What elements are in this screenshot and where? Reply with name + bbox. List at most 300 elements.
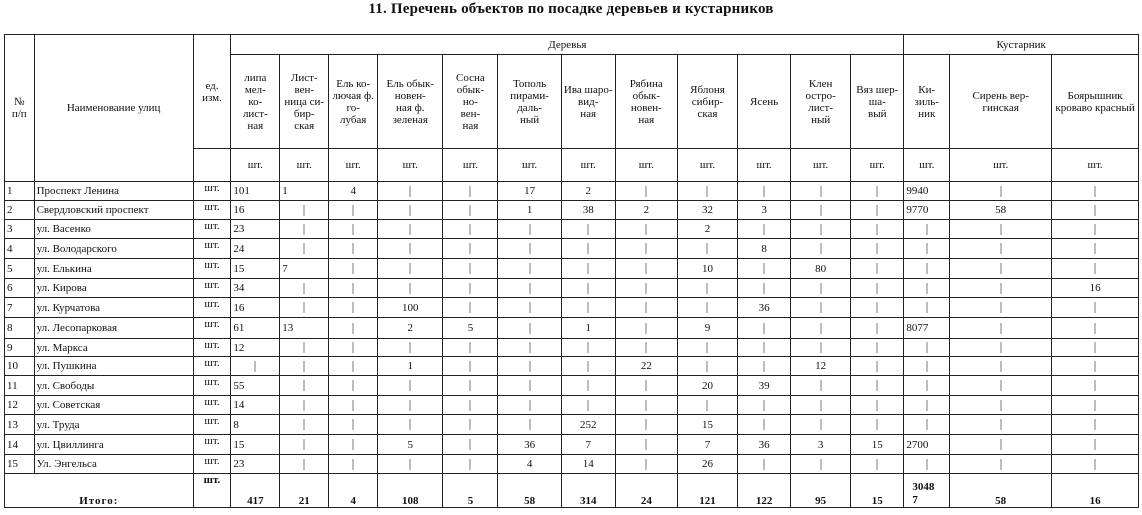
value-cell	[950, 376, 1052, 396]
unit-header-cell: шт.	[378, 149, 443, 182]
value-cell	[677, 415, 737, 435]
empty-cell-mark	[409, 186, 411, 197]
value-cell	[677, 435, 737, 455]
unit-header-cell: шт.	[1052, 149, 1139, 182]
value-cell	[561, 376, 615, 396]
total-value	[791, 474, 851, 508]
cell-value: 15	[233, 262, 245, 275]
empty-cell-mark	[254, 361, 256, 372]
empty-cell-mark	[469, 361, 471, 372]
cell-value: 15	[701, 418, 713, 431]
species-header	[851, 55, 904, 149]
value-cell	[1052, 318, 1139, 339]
value-cell	[738, 339, 791, 357]
unit-header-cell: шт.	[498, 149, 561, 182]
cell-value: 58	[995, 204, 1007, 216]
empty-cell-mark	[352, 361, 354, 372]
value-cell	[378, 376, 443, 396]
empty-cell-mark	[926, 419, 928, 430]
species-name: Тополь пирами- даль- ный	[510, 77, 549, 126]
empty-cell-mark	[587, 400, 589, 411]
value-cell	[1052, 415, 1139, 435]
empty-cell-mark	[529, 243, 531, 254]
empty-cell-mark	[529, 224, 531, 235]
empty-cell-mark	[409, 380, 411, 391]
cell-value: 2700	[906, 438, 929, 451]
value-cell	[904, 339, 950, 357]
value-cell	[561, 318, 615, 339]
cell-value: 16	[233, 204, 245, 216]
value-cell	[280, 201, 329, 220]
empty-cell-mark	[1094, 459, 1096, 470]
value-cell	[231, 435, 280, 455]
cell-value: 9	[704, 322, 711, 334]
empty-cell-mark	[820, 243, 822, 254]
cell-value: 17	[524, 185, 536, 197]
species-header	[1052, 55, 1139, 149]
cell-value: 9940	[906, 185, 929, 197]
species-name: Лист- вен- ница си- бир- ская	[284, 71, 325, 132]
value-cell	[738, 376, 791, 396]
value-cell	[498, 201, 561, 220]
cell-value: 3	[761, 204, 767, 216]
empty-cell-mark	[645, 439, 647, 450]
row-unit: шт.	[193, 298, 231, 318]
empty-cell-mark	[303, 302, 305, 313]
value-cell	[231, 376, 280, 396]
empty-cell-mark	[529, 419, 531, 430]
empty-cell-mark	[587, 342, 589, 353]
row-number: 8	[5, 318, 35, 339]
cell-value: 61	[233, 322, 245, 334]
empty-cell-mark	[587, 283, 589, 294]
planting-table	[4, 34, 1139, 508]
value-cell	[851, 318, 904, 339]
value-cell	[791, 435, 851, 455]
value-cell	[231, 318, 280, 339]
value-cell	[443, 339, 498, 357]
empty-cell-mark	[1094, 361, 1096, 372]
empty-cell-mark	[706, 302, 708, 313]
empty-cell-mark	[352, 263, 354, 274]
value-cell	[231, 182, 280, 201]
row-unit: шт.	[193, 318, 231, 339]
empty-cell-mark	[409, 263, 411, 274]
empty-cell-mark	[1094, 380, 1096, 391]
value-cell	[329, 182, 378, 201]
value-cell	[498, 396, 561, 415]
value-cell	[615, 415, 677, 435]
species-header	[738, 55, 791, 149]
value-cell	[280, 318, 329, 339]
value-cell	[904, 435, 950, 455]
value-cell	[1052, 455, 1139, 474]
street-name: ул. Свободы	[34, 376, 193, 396]
cell-value: 7	[704, 438, 711, 451]
value-cell	[329, 357, 378, 376]
value-cell	[1052, 435, 1139, 455]
value-cell	[443, 220, 498, 239]
value-cell	[329, 415, 378, 435]
street-name: Проспект Ленина	[34, 182, 193, 201]
empty-cell-mark	[303, 400, 305, 411]
value-cell	[615, 455, 677, 474]
value-cell	[280, 376, 329, 396]
cell-value: 2	[585, 185, 591, 197]
value-cell	[443, 455, 498, 474]
value-cell	[280, 239, 329, 259]
value-cell	[615, 318, 677, 339]
row-unit: шт.	[193, 259, 231, 279]
unit-header-empty	[193, 149, 231, 182]
row-unit: шт.	[193, 396, 231, 415]
value-cell	[231, 201, 280, 220]
value-cell	[677, 357, 737, 376]
species-header	[791, 55, 851, 149]
empty-cell-mark	[1000, 186, 1002, 197]
total-value	[280, 474, 329, 508]
value-cell	[950, 415, 1052, 435]
street-name: Свердловский проспект	[34, 201, 193, 220]
total-value-text: 108	[402, 495, 419, 507]
cell-value: 8	[233, 418, 239, 431]
value-cell	[615, 298, 677, 318]
empty-cell-mark	[926, 400, 928, 411]
header-num	[5, 35, 35, 182]
empty-cell-mark	[469, 263, 471, 274]
empty-cell-mark	[1094, 400, 1096, 411]
total-value-text: 15	[871, 495, 883, 507]
value-cell	[677, 318, 737, 339]
empty-cell-mark	[469, 342, 471, 353]
value-cell	[677, 259, 737, 279]
value-cell	[443, 376, 498, 396]
table-row	[5, 259, 1139, 279]
value-cell	[329, 279, 378, 298]
street-name: ул. Советская	[34, 396, 193, 415]
street-name: ул. Курчатова	[34, 298, 193, 318]
value-cell	[1052, 396, 1139, 415]
value-cell	[950, 339, 1052, 357]
species-name: Яблоня сибир- ская	[690, 83, 725, 120]
cell-value: 14	[582, 458, 594, 470]
cell-value: 32	[701, 204, 713, 216]
row-number: 15	[5, 455, 35, 474]
species-header	[329, 55, 378, 149]
total-label: Итого:	[5, 474, 194, 508]
empty-cell-mark	[469, 439, 471, 450]
cell-value: 1	[526, 204, 533, 216]
empty-cell-mark	[1000, 361, 1002, 372]
value-cell	[950, 318, 1052, 339]
empty-cell-mark	[706, 361, 708, 372]
species-header	[561, 55, 615, 149]
empty-cell-mark	[876, 263, 878, 274]
cell-value: 1	[282, 185, 288, 197]
species-name: Ель ко- лючая ф. го- лубая	[332, 77, 374, 126]
empty-cell-mark	[645, 323, 647, 334]
cell-value: 2	[407, 322, 414, 334]
value-cell	[443, 357, 498, 376]
row-unit: шт.	[193, 415, 231, 435]
unit-header-cell: шт.	[791, 149, 851, 182]
empty-cell-mark	[820, 342, 822, 353]
street-name: Ул. Энгельса	[34, 455, 193, 474]
total-value	[677, 474, 737, 508]
species-name: Боярышник кроваво красный	[1055, 89, 1135, 114]
value-cell	[904, 298, 950, 318]
empty-cell-mark	[352, 302, 354, 313]
empty-cell-mark	[352, 243, 354, 254]
empty-cell-mark	[529, 380, 531, 391]
row-unit: шт.	[193, 455, 231, 474]
empty-cell-mark	[763, 283, 765, 294]
empty-cell-mark	[352, 323, 354, 334]
value-cell	[498, 318, 561, 339]
empty-cell-mark	[587, 263, 589, 274]
empty-cell-mark	[926, 361, 928, 372]
value-cell	[950, 239, 1052, 259]
empty-cell-mark	[820, 205, 822, 216]
empty-cell-mark	[926, 380, 928, 391]
cell-value: 36	[758, 438, 770, 451]
value-cell	[904, 220, 950, 239]
empty-cell-mark	[352, 380, 354, 391]
empty-cell-mark	[645, 459, 647, 470]
cell-value: 15	[233, 438, 245, 451]
value-cell	[378, 435, 443, 455]
empty-cell-mark	[1000, 419, 1002, 430]
total-value-text: 3048 7	[912, 481, 935, 506]
value-cell	[1052, 298, 1139, 318]
empty-cell-mark	[1094, 419, 1096, 430]
empty-cell-mark	[409, 205, 411, 216]
value-cell	[904, 396, 950, 415]
empty-cell-mark	[303, 205, 305, 216]
total-value-text: 121	[699, 495, 716, 507]
value-cell	[561, 201, 615, 220]
unit-header-cell: шт.	[851, 149, 904, 182]
empty-cell-mark	[1000, 283, 1002, 294]
empty-cell-mark	[1094, 243, 1096, 254]
value-cell	[904, 357, 950, 376]
species-header	[498, 55, 561, 149]
empty-cell-mark	[763, 186, 765, 197]
cell-value: 1	[407, 360, 414, 372]
cell-value: 13	[282, 322, 294, 334]
cell-value: 39	[758, 379, 770, 392]
empty-cell-mark	[926, 263, 928, 274]
row-number: 4	[5, 239, 35, 259]
empty-cell-mark	[706, 243, 708, 254]
value-cell	[378, 415, 443, 435]
table-row	[5, 220, 1139, 239]
cell-value: 80	[815, 262, 827, 275]
unit-header-cell: шт.	[329, 149, 378, 182]
value-cell	[280, 259, 329, 279]
value-cell	[329, 201, 378, 220]
empty-cell-mark	[303, 342, 305, 353]
empty-cell-mark	[587, 380, 589, 391]
value-cell	[378, 201, 443, 220]
unit-header-cell: шт.	[443, 149, 498, 182]
value-cell	[851, 339, 904, 357]
empty-cell-mark	[469, 283, 471, 294]
empty-cell-mark	[763, 400, 765, 411]
value-cell	[498, 357, 561, 376]
empty-cell-mark	[645, 400, 647, 411]
empty-cell-mark	[706, 186, 708, 197]
value-cell	[498, 415, 561, 435]
value-cell	[851, 182, 904, 201]
cell-value: 12	[233, 341, 245, 354]
value-cell	[738, 220, 791, 239]
empty-cell-mark	[352, 459, 354, 470]
value-cell	[1052, 339, 1139, 357]
street-name: ул. Володарского	[34, 239, 193, 259]
value-cell	[443, 239, 498, 259]
row-unit: шт.	[193, 220, 231, 239]
total-value	[498, 474, 561, 508]
value-cell	[677, 298, 737, 318]
value-cell	[443, 279, 498, 298]
value-cell	[561, 182, 615, 201]
row-unit: шт.	[193, 376, 231, 396]
unit-header-cell: шт.	[738, 149, 791, 182]
value-cell	[904, 279, 950, 298]
species-header	[280, 55, 329, 149]
value-cell	[378, 298, 443, 318]
value-cell	[904, 182, 950, 201]
value-cell	[615, 396, 677, 415]
table-row	[5, 376, 1139, 396]
empty-cell-mark	[926, 243, 928, 254]
value-cell	[851, 455, 904, 474]
empty-cell-mark	[303, 380, 305, 391]
table-row	[5, 182, 1139, 201]
value-cell	[561, 415, 615, 435]
value-cell	[561, 298, 615, 318]
cell-value: 16	[233, 301, 245, 314]
table-row	[5, 357, 1139, 376]
species-name: Рябина обык- новен- ная	[629, 77, 663, 126]
value-cell	[378, 220, 443, 239]
cell-value: 14	[233, 399, 245, 411]
value-cell	[280, 435, 329, 455]
total-value-text: 4	[350, 495, 356, 507]
empty-cell-mark	[820, 459, 822, 470]
empty-cell-mark	[876, 400, 878, 411]
value-cell	[791, 318, 851, 339]
empty-cell-mark	[529, 342, 531, 353]
value-cell	[738, 182, 791, 201]
total-value	[851, 474, 904, 508]
cell-value: 16	[1089, 282, 1101, 294]
value-cell	[231, 415, 280, 435]
empty-cell-mark	[1000, 323, 1002, 334]
empty-cell-mark	[820, 283, 822, 294]
empty-cell-mark	[352, 283, 354, 294]
empty-cell-mark	[352, 224, 354, 235]
cell-value: 7	[282, 262, 288, 275]
value-cell	[378, 318, 443, 339]
empty-cell-mark	[926, 302, 928, 313]
value-cell	[677, 396, 737, 415]
unit-header-cell: шт.	[615, 149, 677, 182]
total-value	[561, 474, 615, 508]
empty-cell-mark	[409, 243, 411, 254]
value-cell	[738, 201, 791, 220]
value-cell	[738, 435, 791, 455]
species-header	[615, 55, 677, 149]
empty-cell-mark	[1094, 186, 1096, 197]
empty-cell-mark	[352, 205, 354, 216]
value-cell	[443, 435, 498, 455]
empty-cell-mark	[876, 186, 878, 197]
value-cell	[561, 396, 615, 415]
value-cell	[615, 357, 677, 376]
empty-cell-mark	[1094, 205, 1096, 216]
street-name: ул. Маркса	[34, 339, 193, 357]
value-cell	[677, 376, 737, 396]
value-cell	[329, 339, 378, 357]
row-unit: шт.	[193, 201, 231, 220]
empty-cell-mark	[303, 439, 305, 450]
value-cell	[791, 239, 851, 259]
cell-value: 8	[761, 242, 767, 255]
value-cell	[615, 435, 677, 455]
value-cell	[280, 279, 329, 298]
value-cell	[851, 415, 904, 435]
value-cell	[329, 220, 378, 239]
table-row	[5, 239, 1139, 259]
value-cell	[791, 339, 851, 357]
street-name: ул. Пушкина	[34, 357, 193, 376]
cell-value: 2	[704, 223, 711, 235]
empty-cell-mark	[1094, 439, 1096, 450]
empty-cell-mark	[303, 361, 305, 372]
empty-cell-mark	[409, 400, 411, 411]
value-cell	[904, 455, 950, 474]
value-cell	[329, 259, 378, 279]
street-name: ул. Кирова	[34, 279, 193, 298]
table-row	[5, 201, 1139, 220]
value-cell	[615, 376, 677, 396]
table-row	[5, 435, 1139, 455]
empty-cell-mark	[352, 400, 354, 411]
header-shrubs-group: Кустарник	[904, 35, 1139, 55]
value-cell	[738, 279, 791, 298]
empty-cell-mark	[469, 459, 471, 470]
species-name: Ель обык- новен- ная ф. зеленая	[386, 77, 435, 126]
value-cell	[561, 339, 615, 357]
value-cell	[231, 396, 280, 415]
empty-cell-mark	[1000, 263, 1002, 274]
row-number: 1	[5, 182, 35, 201]
empty-cell-mark	[876, 459, 878, 470]
empty-cell-mark	[706, 283, 708, 294]
total-value-text: 16	[1089, 495, 1101, 507]
empty-cell-mark	[820, 224, 822, 235]
total-value	[231, 474, 280, 508]
total-value	[378, 474, 443, 508]
value-cell	[851, 279, 904, 298]
row-number: 3	[5, 220, 35, 239]
value-cell	[904, 259, 950, 279]
value-cell	[561, 435, 615, 455]
value-cell	[851, 239, 904, 259]
value-cell	[378, 357, 443, 376]
